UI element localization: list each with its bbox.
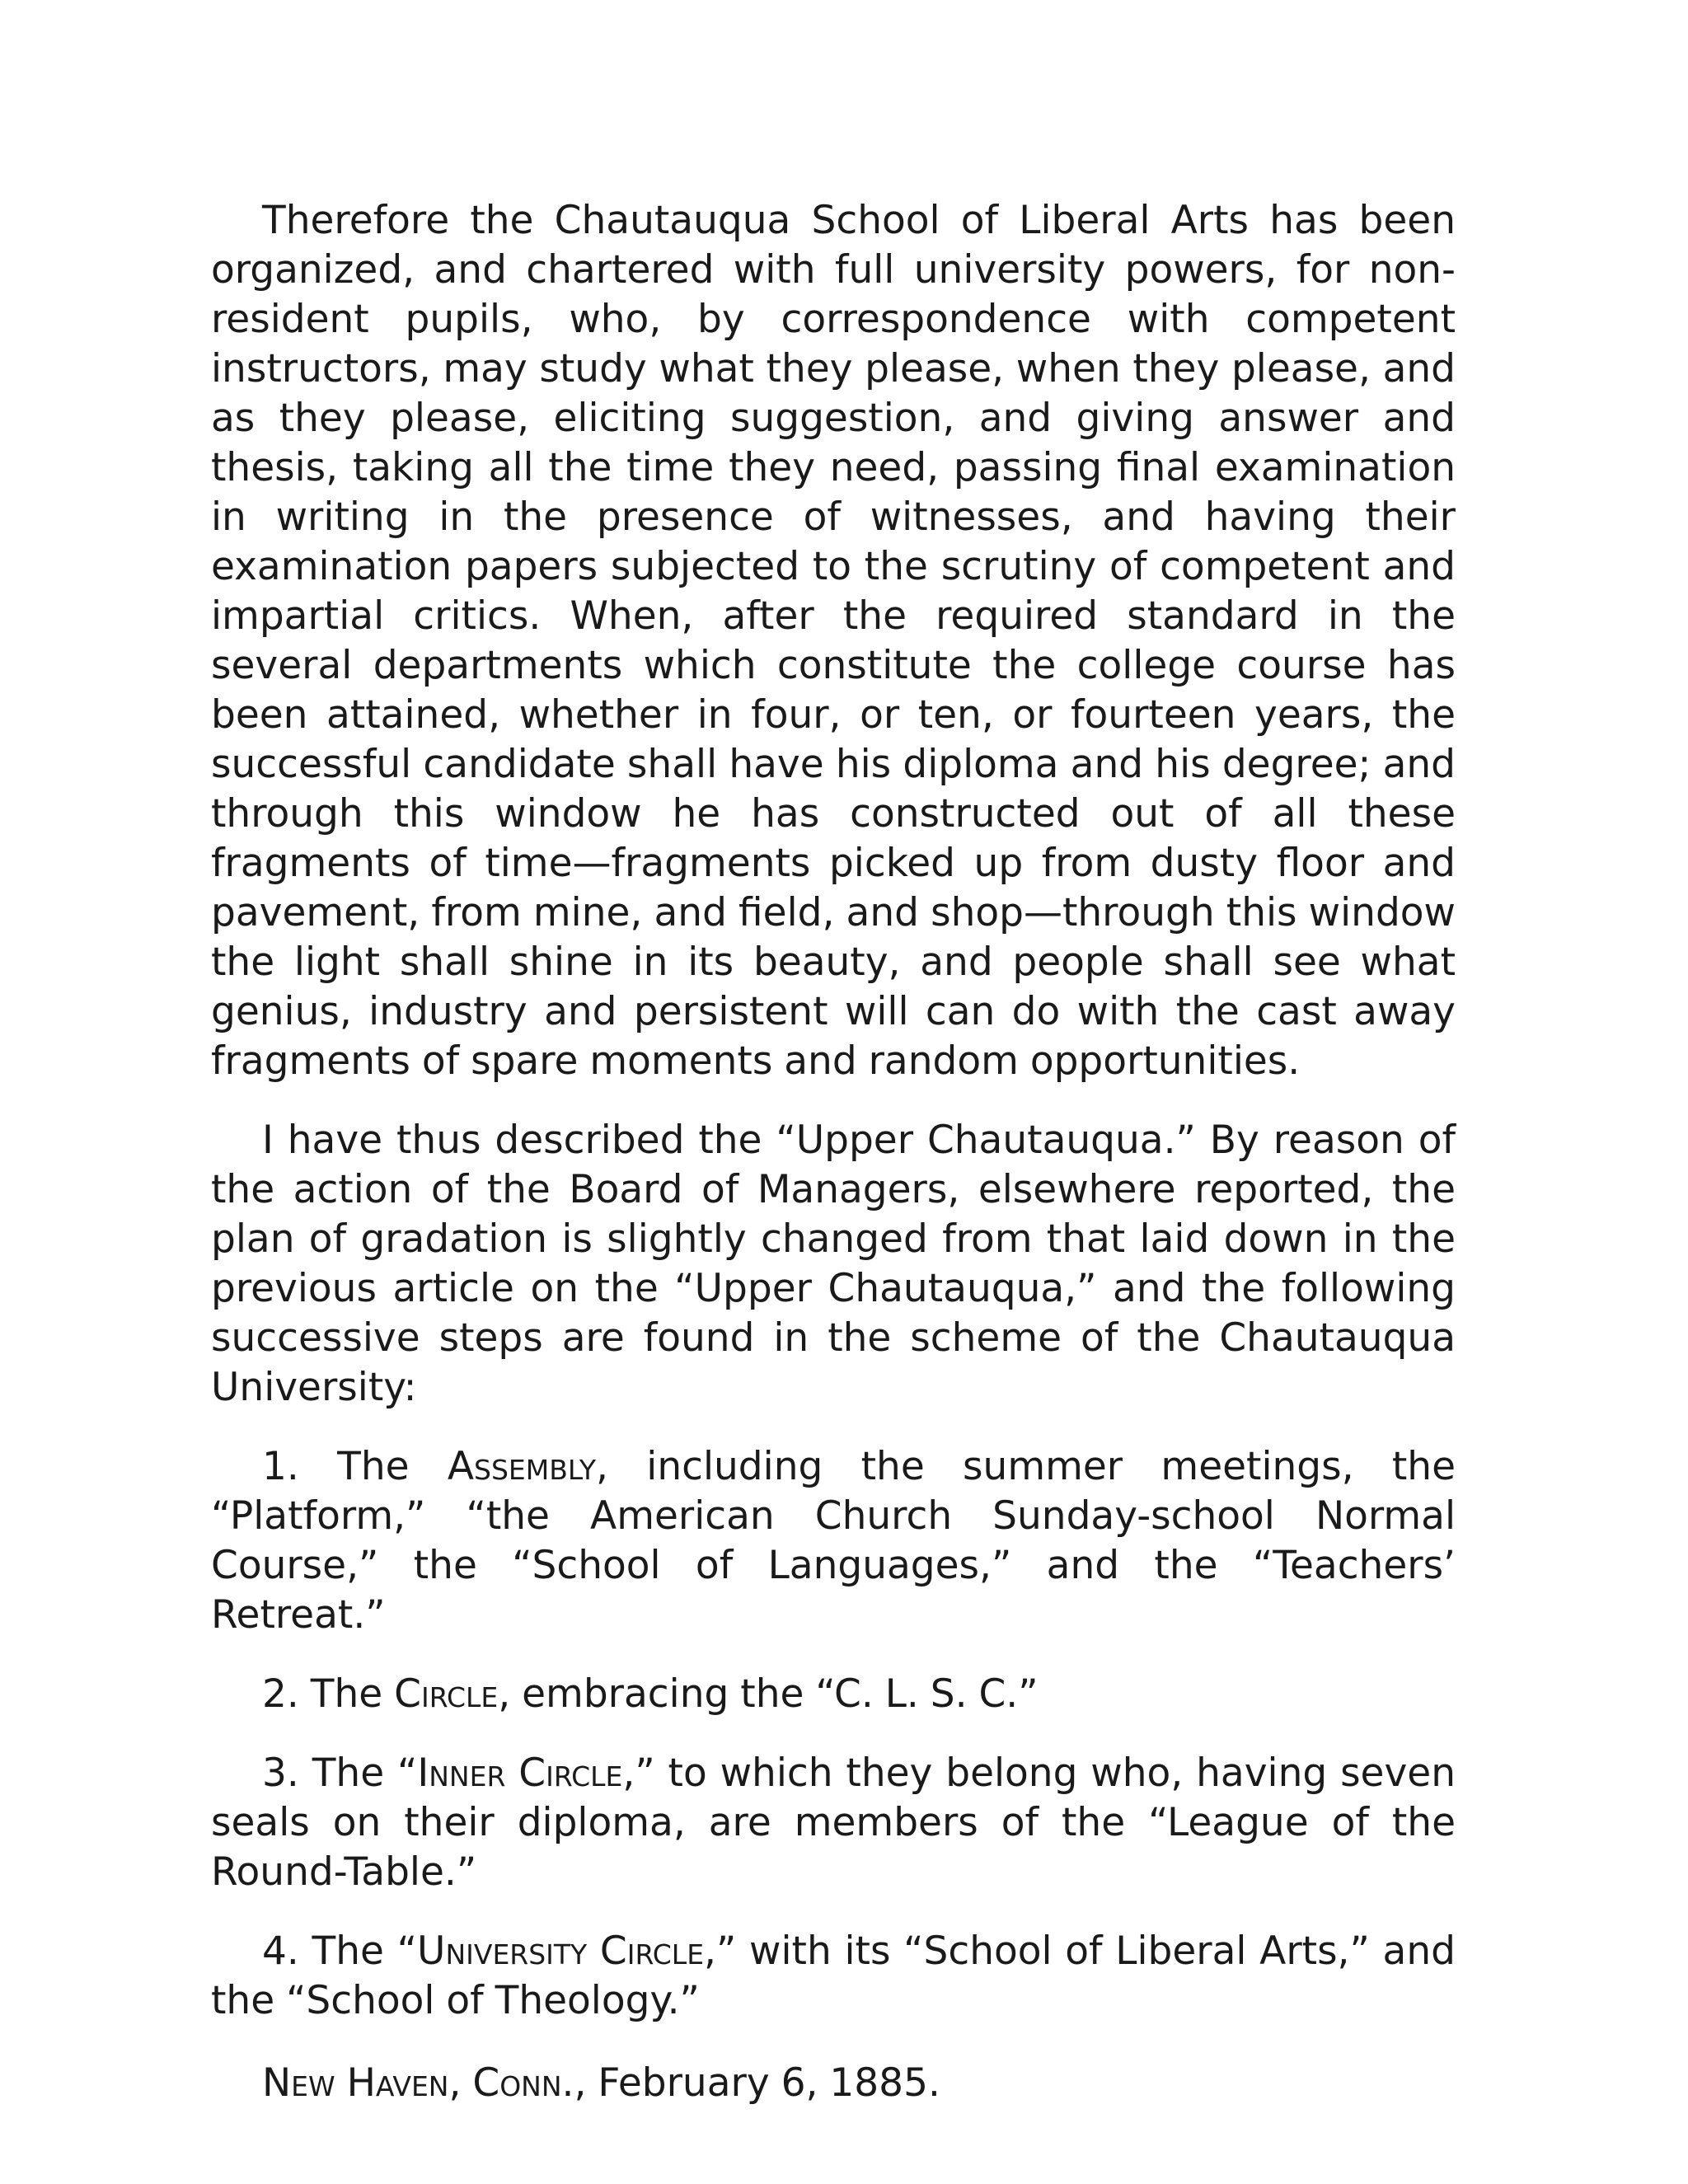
list-item-prefix: 4. The “: [262, 1929, 418, 1974]
list-item-text: ,” with its “School of Liberal Arts,” and the “School of Theology.”: [211, 1929, 1456, 2023]
paragraph-school-of-liberal-arts: Therefore the Chautauqua School of Liberal Arts has been organized, and chartered with full university powers, for non-resident pupils, who, by correspondence with competent instructors, may study what they please, when they please, and as they please, eliciting suggestion, and giving answer and thesis, taking all the time they need, passing final examination in writing in the presence of witnesses, and having their examination papers subjected to the scrutiny of competent and impartial critics. When, after the required standard in the several departments which constitute the college course has been attained, whether in four, or ten, or fourteen years, the successful candidate shall have his diploma and his degree; and through this window he has constructed out of all these fragments of time—fragments picked up from dusty floor and pavement, from mine, and field, and shop—through this window the light shall shine in its beauty, and people shall see what genius, industry and persistent will can do with the cast away fragments of spare moments and random opportunities.: [211, 198, 1456, 1084]
list-item-prefix: 2. The: [262, 1671, 395, 1717]
page-body: [211, 196, 1456, 2138]
list-item-term: Assembly: [447, 1444, 597, 1489]
list-item-term: Inner Circle: [417, 1750, 623, 1796]
list-item-text: ,” to which they belong who, having seven seals on their diploma, are members of the “League of the Round-Table.”: [211, 1750, 1456, 1895]
list-item-circle: [211, 1670, 1456, 1719]
list-item-text: , embracing the “C. L. S. C.”: [498, 1671, 1039, 1717]
list-item-text: , including the summer meetings, the “Platform,” “the American Church Sunday-school Normal Course,” the “School of Languages,” and the “Teachers’ Retreat.”: [211, 1444, 1456, 1638]
list-item-inner-circle: [211, 1749, 1456, 1897]
list-item-prefix: 1. The: [262, 1444, 448, 1489]
dateline-separator: ,: [448, 2060, 473, 2106]
dateline-date: , February 6, 1885.: [574, 2060, 940, 2106]
list-item-term: University Circle: [417, 1929, 705, 1974]
list-item-term: Circle: [394, 1671, 499, 1717]
list-item-assembly: [211, 1442, 1456, 1640]
list-item-prefix: 3. The “: [262, 1750, 418, 1796]
dateline: [211, 2059, 1456, 2108]
paragraph-upper-chautauqua: I have thus described the “Upper Chautauqua.” By reason of the action of the Board of Managers, elsewhere reported, the plan of gradation is slightly changed from that laid down in the previous article on the “Upper Chautauqua,” and the following successive steps are found in the scheme of the Chautauqua University:: [211, 1118, 1456, 1410]
list-item-university-circle: [211, 1927, 1456, 2026]
dateline-state: Conn.: [472, 2060, 574, 2106]
dateline-place: New Haven: [262, 2060, 449, 2106]
